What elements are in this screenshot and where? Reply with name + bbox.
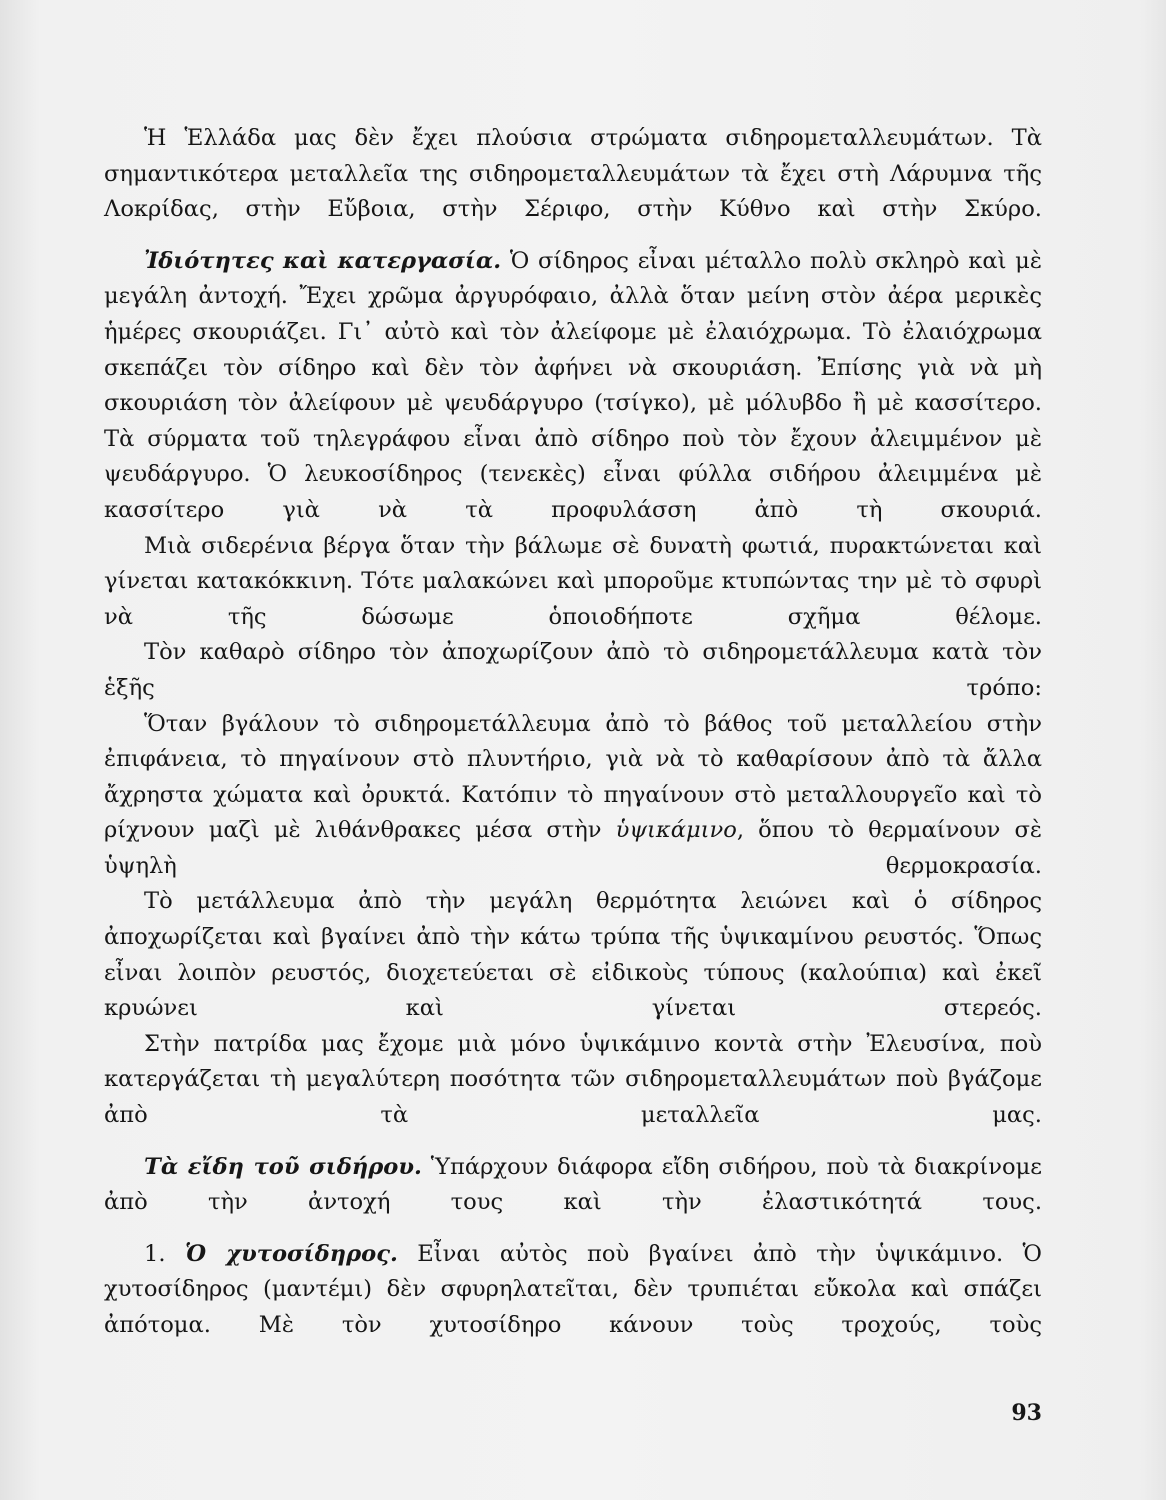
paragraph-cast-iron-text: Εἶναι αὐτὸς ποὺ βγαίνει ἀπὸ τὴν ὑψικάμινο. Ὁ χυτοσίδηρος (μαντέμι) δὲν σφυρηλατεῖται, δὲν τρυπιέται εὔκολα καὶ σπάζει ἀπότομα. Μὲ τὸν χυτοσίδηρο κάνουν τοὺς τροχούς, τοὺς — [104, 1240, 1042, 1338]
page-number: 93 — [1011, 1400, 1042, 1426]
paragraph-iron-types — [104, 1150, 1042, 1221]
paragraph-eleusis: Στὴν πατρίδα μας ἔχομε μιὰ μόνο ὑψικάμινο κοντὰ στὴν Ἐλευσίνα, ποὺ κατεργάζεται τὴ μεγαλύτερη ποσότητα τῶν σιδηρομεταλλευμάτων ποὺ βγάζομε ἀπὸ τὰ μεταλλεῖα μας. — [104, 1030, 1042, 1129]
section-heading-properties: Ἰδιότητες καὶ κατεργασία. — [144, 247, 502, 274]
paragraph-properties — [104, 244, 1042, 529]
paragraph-intro: Ἡ Ἑλλάδα μας δὲν ἔχει πλούσια στρώματα σιδηρομεταλλευμάτων. Τὰ σημαντικότερα μεταλλεῖα της σιδηρομεταλλευμάτων τὰ ἔχει στὴ Λάρυμνα τῆς Λοκρίδας, στὴν Εὔβοια, στὴν Σέριφο, στὴν Κύθνο καὶ στὴν Σκύρο. — [104, 125, 1042, 223]
paragraph-cast-iron — [104, 1237, 1042, 1344]
paragraph-blast-furnace — [104, 707, 1042, 885]
section-heading-cast-iron: Ὁ χυτοσίδηρος. — [184, 1240, 398, 1267]
body-text — [104, 121, 1042, 1344]
section-heading-iron-types: Τὰ εἴδη τοῦ σιδήρου. — [144, 1153, 422, 1180]
paragraph-extraction-intro: Τὸν καθαρὸ σίδηρο τὸν ἀποχωρίζουν ἀπὸ τὸ σιδηρομετάλλευμα κατὰ τὸν ἑξῆς τρόπο: — [104, 639, 1042, 701]
paragraph-molten-iron: Τὸ μετάλλευμα ἀπὸ τὴν μεγάλη θερμότητα λειώνει καὶ ὁ σίδηρος ἀποχωρίζεται καὶ βγαίνει ἀπὸ τὴν κάτω τρύπα τῆς ὑψικαμίνου ρευστός. Ὅπως εἶναι λοιπὸν ρευστός, διοχετεύεται σὲ εἰδικοὺς τύπους (καλούπια) καὶ ἐκεῖ κρυώνει καὶ γίνεται στερεός. — [104, 888, 1042, 1022]
list-number: 1. — [144, 1240, 185, 1267]
paragraph-blast-furnace-text-b: , ὅπου τὸ θερμαίνουν σὲ ὑψηλὴ θερμοκρασία. — [104, 817, 1042, 879]
paragraph-blast-furnace-text-a: Ὅταν βγάλουν τὸ σιδηρομετάλλευμα ἀπὸ τὸ βάθος τοῦ μεταλλείου στὴν ἐπιφάνεια, τὸ πηγαίνουν στὸ πλυντήριο, γιὰ νὰ τὸ καθαρίσουν ἀπὸ τὰ ἄλλα ἄχρηστα χώματα καὶ ὀρυκτά. Κατόπιν τὸ πηγαίνουν στὸ μεταλλουργεῖο καὶ τὸ ρίχνουν μαζὶ μὲ λιθάνθρακες μέσα στὴν — [104, 710, 1042, 844]
paragraph-iron-types-text: Ὑπάρχουν διάφορα εἴδη σιδήρου, ποὺ τὰ διακρίνομε ἀπὸ τὴν ἀντοχή τους καὶ τὴν ἐλαστικότητά τους. — [104, 1153, 1042, 1216]
emphasis-term: ὑψικάμινο — [615, 817, 737, 844]
paragraph-properties-text: Ὁ σίδηρος εἶναι μέταλλο πολὺ σκληρὸ καὶ μὲ μεγάλη ἀντοχή. Ἔχει χρῶμα ἀργυρόφαιο, ἀλλὰ ὅταν μείνη στὸν ἀέρα μερικὲς ἡμέρες σκουριάζει. Γι᾿ αὐτὸ καὶ τὸν ἀλείφομε μὲ ἐλαιόχρωμα. Τὸ ἐλαιόχρωμα σκεπάζει τὸν σίδηρο καὶ δὲν τὸν ἀφήνει νὰ σκουριάση. Ἐπίσης γιὰ νὰ μὴ σκουριάση τὸν ἀλείφουν μὲ ψευδάργυρο (τσίγκο), μὲ μόλυβδο ἢ μὲ κασσίτερο. Τὰ σύρματα τοῦ τηλεγράφου εἶναι ἀπὸ σίδηρο ποὺ τὸν ἔχουν ἀλειμμένον μὲ ψευδάργυρο. Ὁ λευκοσίδηρος (τενεκὲς) εἶναι φύλλα σιδήρου ἀλειμμένα μὲ κασσίτερο γιὰ νὰ τὰ προφυλάσση ἀπὸ τὴ σκουριά. — [104, 247, 1042, 523]
paragraph-heating: Μιὰ σιδερένια βέργα ὅταν τὴν βάλωμε σὲ δυνατὴ φωτιά, πυρακτώνεται καὶ γίνεται κατακόκκινη. Τότε μαλακώνει καὶ μποροῦμε κτυπώντας την μὲ τὸ σφυρὶ νὰ τῆς δώσωμε ὁποιοδήποτε σχῆμα θέλομε. — [104, 532, 1042, 630]
